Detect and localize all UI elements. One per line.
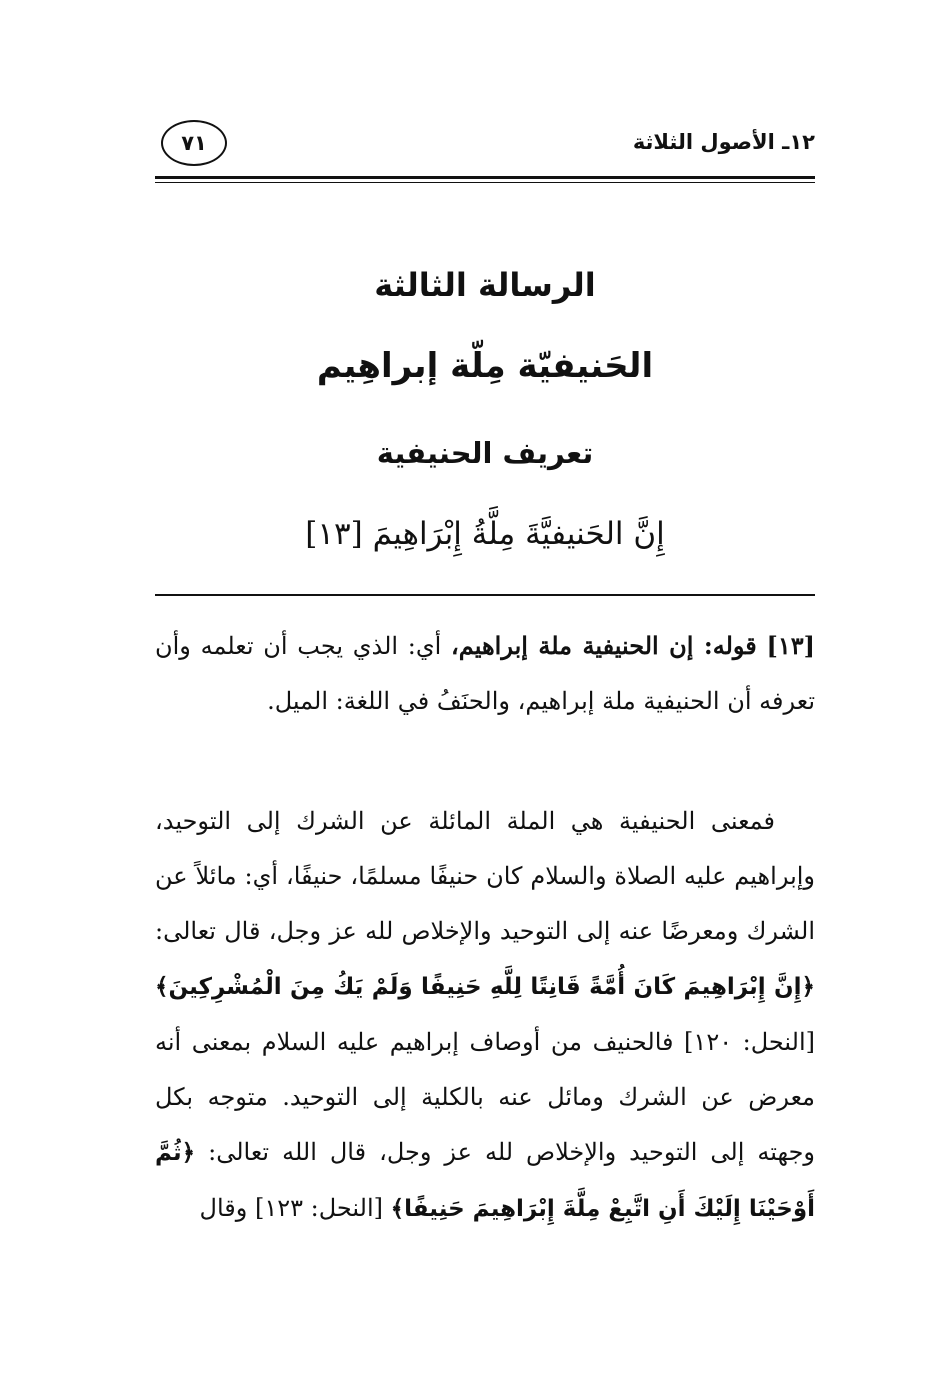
- paragraph-1-text: أي: الذي يجب أن تعلمه وأن تعرفه أن الحنيفية ملة إبراهيم، والحنَفُ في اللغة: الميل.: [155, 632, 815, 715]
- subtitle: الحَنيفيّة مِلّة إبراهِيم: [316, 346, 654, 386]
- matn-text: إِنَّ الحَنيفيَّةَ مِلَّةُ إِبْرَاهِيمَ [١٣]: [305, 516, 665, 552]
- header-rule-thick: [155, 176, 815, 179]
- commentary-paragraph-2: [155, 794, 815, 1237]
- paragraph-2-part-b: [النحل: ١٢٠] فالحنيف من أوصاف إبراهيم عليه السلام بمعنى أنه معرض عن الشرك ومائل عنه بالكلية إلى التوحيد. متوجه بكل وجهته إلى التوحيد والإخلاص لله عز وجل، قال الله تعالى:: [155, 1028, 815, 1166]
- main-title: الرسالة الثالثة: [374, 266, 596, 304]
- paragraph-2-part-a: فمعنى الحنيفية هي الملة المائلة عن الشرك إلى التوحيد، وإبراهيم عليه الصلاة والسلام كان حنيفًا مسلمًا، حنيفًا، أي: مائلاً عن الشرك ومعرضًا عنه إلى التوحيد والإخلاص لله عز وجل، قال تعالى:: [155, 807, 815, 945]
- paragraph-2-part-c: [النحل: ١٢٣] وقال: [199, 1194, 391, 1222]
- quran-verse-2: ﴿ثُمَّ أَوْحَيْنَا إِلَيْكَ أَنِ اتَّبِعْ مِلَّةَ إِبْرَاهِيمَ حَنِيفًا﴾: [155, 1140, 815, 1222]
- quran-verse-1: ﴿إِنَّ إِبْرَاهِيمَ كَانَ أُمَّةً قَانِتًا لِلَّهِ حَنِيفًا وَلَمْ يَكُ مِنَ الْمُشْرِكِينَ﴾: [155, 974, 815, 1000]
- page-number-badge: ٧١: [161, 120, 227, 166]
- header-rule-thin: [155, 182, 815, 183]
- footnote-divider: [155, 594, 815, 596]
- page-header: [155, 118, 815, 176]
- footnote-ref: [١٣]: [766, 631, 815, 660]
- running-header-title: ١٢ـ الأصول الثلاثة: [632, 130, 815, 154]
- section-title: تعريف الحنيفية: [376, 436, 594, 470]
- quoted-lead: قوله: إن الحنيفية ملة إبراهيم،: [451, 631, 757, 660]
- commentary-paragraph-1: [155, 618, 815, 729]
